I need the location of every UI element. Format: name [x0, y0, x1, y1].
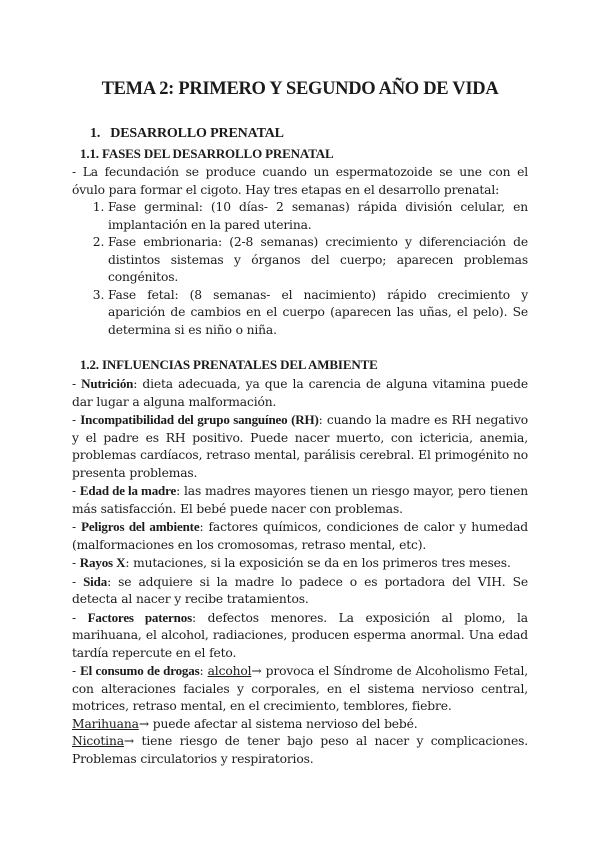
arrow-icon: →: [251, 664, 262, 678]
nicotina-label: Nicotina: [72, 734, 124, 748]
subsection-heading-fases: 1.1. FASES DEL DESARROLLO PRENATAL: [80, 146, 334, 161]
item-dash: -: [72, 377, 82, 391]
influence-item: [72, 573, 528, 609]
item-dash: -: [72, 556, 80, 570]
item-text: : cuando la madre es RH negativo y el padre es RH positivo. Puede nacer muerto, con ictericia, anemia, problemas cardíacos, retraso mental, parálisis cerebral. El primogénito no presenta problemas.: [72, 413, 529, 480]
marihuana-label: Marihuana: [72, 716, 139, 731]
section-heading-text: DESARROLLO PRENATAL: [110, 126, 284, 141]
nicotina-line: [72, 733, 528, 768]
intro-paragraph: - La fecundación se produce cuando un espermatozoide se une con el óvulo para formar el cigoto. Hay tres etapas en el desarrollo prenatal:: [72, 165, 528, 197]
item-dash: -: [72, 413, 81, 427]
item-dash: -: [72, 610, 88, 625]
item-term: Rayos X: [79, 555, 126, 570]
alcohol-label: alcohol: [207, 664, 252, 678]
item-text: : dieta adecuada, ya que la carencia de alguna vitamina puede dar lugar a alguna malformación.: [72, 377, 528, 409]
item-dash: -: [72, 574, 84, 589]
item-term: Edad de la madre: [79, 483, 177, 498]
arrow-icon: →: [138, 716, 149, 731]
item-text: : las madres mayores tienen un riesgo mayor, pero tienen más satisfacción. El bebé puede nacer con problemas.: [72, 484, 528, 516]
nicotina-text: tiene riesgo de tener bajo peso al nacer y complicaciones. Problemas circulatorios y respiratorios.: [72, 734, 528, 766]
subsection-heading-influencias: 1.2. INFLUENCIAS PRENATALES DEL AMBIENTE: [80, 357, 378, 372]
item-text: : se adquiere si la madre lo padece o es portadora del VIH. Se detecta al nacer y recibe tratamientos.: [72, 574, 529, 606]
page-title: TEMA 2: PRIMERO Y SEGUNDO AÑO DE VIDA: [101, 79, 499, 99]
item-text: : factores químicos, condiciones de calor y humedad (malformaciones en los cromosomas, retraso mental, etc).: [72, 520, 529, 552]
list-item: 1. Fase germinal: (10 días- 2 semanas) rápida división celular, en implantación en la pared uterina.: [108, 199, 528, 234]
drugs-item: [72, 662, 528, 716]
item-term: Nutrición: [81, 376, 134, 391]
item-dash: -: [72, 520, 82, 534]
arrow-icon: →: [123, 734, 135, 748]
item-term: Factores paternos: [87, 609, 193, 625]
item-dash: -: [72, 664, 81, 678]
influence-item: [72, 411, 528, 482]
item-text: : mutaciones, si la exposición se da en los primeros tres meses.: [125, 556, 511, 570]
list-item: 3. Fase fetal: (8 semanas- el nacimiento) rápido crecimiento y aparición de cambios en el cuerpo (aparecen las uñas, el pelo). Se determina si es niño o niña.: [108, 287, 528, 340]
influence-item: [72, 554, 528, 573]
influence-item: [72, 375, 528, 411]
item-term: Incompatibilidad del grupo sanguíneo (RH): [80, 412, 319, 427]
marihuana-text: puede afectar al sistema nervioso del bebé.: [148, 716, 418, 731]
section-heading: 1. DESARROLLO PRENATAL: [90, 126, 284, 141]
alcohol-text: provoca el Síndrome de Alcoholismo Fetal, con alteraciones faciales y corporales, en el sistema nervioso central, motrices, retraso mental, en el crecimiento, temblores, fiebre.: [72, 664, 528, 713]
influence-item: [72, 518, 528, 554]
document-page: [72, 76, 528, 768]
item-term: Peligros del ambiente: [81, 519, 200, 534]
influence-item: [72, 609, 528, 663]
item-dash: -: [72, 484, 80, 498]
item-text: : defectos menores. La exposición al plomo, la marihuana, el alcohol, radiaciones, producen esperma anormal. Una edad tardía repercute en el feto.: [72, 610, 528, 660]
marihuana-line: [72, 716, 528, 734]
influence-item: [72, 482, 528, 518]
item-term: El consumo de drogas: [80, 663, 200, 678]
drugs-colon: :: [199, 664, 208, 678]
stages-list: [72, 199, 528, 339]
item-term: Sida: [83, 573, 108, 589]
list-item: 2. Fase embrionaria: (2-8 semanas) crecimiento y diferenciación de distintos sistemas y órganos del cuerpo; aparecen problemas congénitos.: [108, 234, 528, 287]
